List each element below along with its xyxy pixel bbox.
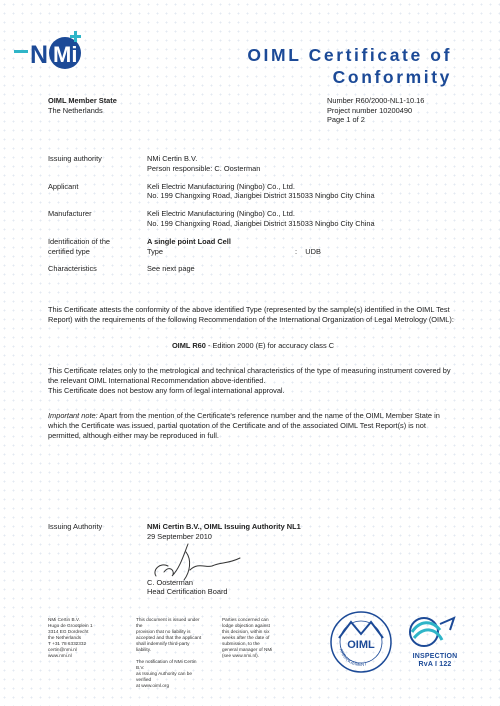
issuing-authority-label: Issuing authority (48, 154, 102, 163)
footer-notification-line: at www.oiml.org (136, 683, 170, 688)
project-number: Project number 10200490 (327, 105, 413, 115)
identification-row (48, 237, 458, 265)
footer-notification-line: as Issuing Authority can be verified (136, 671, 193, 682)
issuing-authority-footer-label: Issuing Authority (48, 522, 103, 531)
applicant-row (48, 182, 458, 210)
manufacturer-row (48, 209, 458, 237)
footer-street: Hugo de Grootplein 1 (48, 623, 93, 628)
scope-text: This Certificate relates only to the metrological and technical characteristics of the type of measuring instrument covered by the relevant OIML International Recommendation above-identified. (48, 366, 451, 385)
manufacturer-name: Keli Electric Manufacturing (Ningbo) Co., Ltd. (147, 209, 295, 219)
recommendation-line (48, 341, 458, 351)
manufacturer-value (147, 209, 458, 237)
applicant-value (147, 182, 458, 210)
footer-liability (136, 617, 204, 689)
important-note (48, 411, 458, 440)
footer-website: www.nmi.nl (48, 653, 72, 658)
identification-label (48, 237, 147, 265)
footer-objection-line: this decision, within six (222, 629, 270, 634)
footer-objection (222, 617, 294, 659)
issue-date: 29 September 2010 (147, 531, 212, 541)
signatory-role: Head Certification Board (147, 587, 228, 597)
footer-address (48, 617, 118, 659)
rva-label (408, 653, 462, 668)
nmi-logo-icon (10, 30, 100, 76)
recommendation-edition: - Edition 2000 (E) for accuracy class C (205, 341, 335, 350)
type-line (147, 247, 458, 257)
logo-text: Mi (53, 42, 78, 67)
footer-objection-line: submission, to the (222, 641, 260, 646)
footer-phone: T +31 78 6332332 (48, 641, 87, 646)
applicant-name: Keli Electric Manufacturing (Ningbo) Co., Ltd. (147, 181, 295, 191)
svg-text:N: N (30, 41, 49, 69)
important-note-text: Apart from the mention of the Certificate's reference number and the name of the OIML Member State in which the Certificate was issued, partial quotation of the Certificate and of the associated OIML Test Report(s) is not permitted, although either may be reproduced in full. (48, 411, 440, 440)
footer-objection-line: lodge objection against (222, 623, 270, 628)
certificate-title (247, 44, 452, 88)
footer-objection-line: (see www.nmi.nl). (222, 653, 259, 658)
certificate-numbers (327, 96, 452, 125)
important-note-label: Important note: (48, 411, 98, 420)
issuing-authority-row (48, 154, 458, 182)
footer-liability-line: accepted and that the applicant (136, 635, 202, 640)
member-state-value: The Netherlands (48, 105, 103, 115)
issuing-authority-org: NMi Certin B.V. (147, 154, 198, 163)
type-label: Type (147, 246, 164, 256)
title-line-2: Conformity (332, 67, 452, 87)
type-separator: : (295, 246, 298, 256)
footer-country: the Netherlands (48, 635, 82, 640)
member-state-heading: OIML Member State (48, 96, 117, 105)
footer-company: NMi Certin B.V. (48, 617, 80, 622)
page-number: Page 1 of 2 (327, 115, 365, 125)
scope-paragraph (48, 366, 458, 395)
footer-city: 3314 EG Dordrecht (48, 629, 89, 634)
identification-label-line-2: certified type (48, 246, 90, 256)
characteristics-value: See next page (147, 264, 195, 274)
rva-inspection: INSPECTION (412, 653, 458, 660)
issuing-authority-value (147, 154, 458, 182)
footer-liability-line: This document is issued under the (136, 617, 200, 628)
certificate-fields (48, 154, 458, 282)
oiml-acceptance-seal-icon (329, 610, 393, 674)
type-value: UDB (305, 246, 321, 256)
applicant-label: Applicant (48, 181, 79, 191)
footer-objection-line: Parties concerned can (222, 617, 269, 622)
footer-notification-line: The notification of NMi Certin B.V. (136, 659, 197, 670)
conformity-paragraph: This Certificate attests the conformity of the above identified Type (represented by the sample(s) identified in the OIML Test Report) with the requirements of the following Recommendation of the International Organization of Legal Metrology (OIML): (48, 305, 454, 324)
applicant-address: No. 199 Changxing Road, Jiangbei District 315033 Ningbo City China (147, 191, 375, 201)
seal-ring-text: ARRANGEMENT (338, 648, 368, 668)
seal-text: OIML (347, 639, 375, 651)
characteristics-label: Characteristics (48, 264, 97, 274)
footer-email: certin@nmi.nl (48, 647, 77, 652)
member-state (48, 96, 117, 115)
characteristics-row (48, 264, 458, 282)
signatory-name: C. Oosterman (147, 577, 194, 587)
handwritten-signature (150, 542, 260, 582)
title-line-1: OIML Certificate of (247, 45, 452, 65)
manufacturer-label: Manufacturer (48, 209, 92, 219)
identification-label-line-1: Identification of the (48, 236, 111, 246)
legal-text: This Certificate does not bestow any form of legal international approval. (48, 385, 285, 395)
footer-objection-line: weeks after the date of (222, 635, 270, 640)
recommendation-code: OIML R60 (171, 341, 206, 350)
rva-number: RvA I 122 (418, 660, 452, 668)
certificate-number: Number R60/2000-NL1-10.16 (327, 96, 425, 105)
footer-objection-line: general manager of NMi (222, 647, 273, 652)
identification-value (147, 237, 458, 265)
footer-liability-line: provision that no liability is (136, 629, 191, 634)
footer-liability-line: shall indemnify third-party liability. (136, 641, 190, 652)
issuing-org: NMi Certin B.V., OIML Issuing Authority NL1 (147, 522, 301, 531)
certified-type-name: A single point Load Cell (147, 236, 231, 246)
svg-text:ARRANGEMENT (339, 648, 368, 667)
issuing-authority-person: Person responsible: C. Oosterman (147, 163, 261, 173)
manufacturer-address: No. 199 Changxing Road, Jiangbei District 315033 Ningbo City China (147, 218, 375, 228)
